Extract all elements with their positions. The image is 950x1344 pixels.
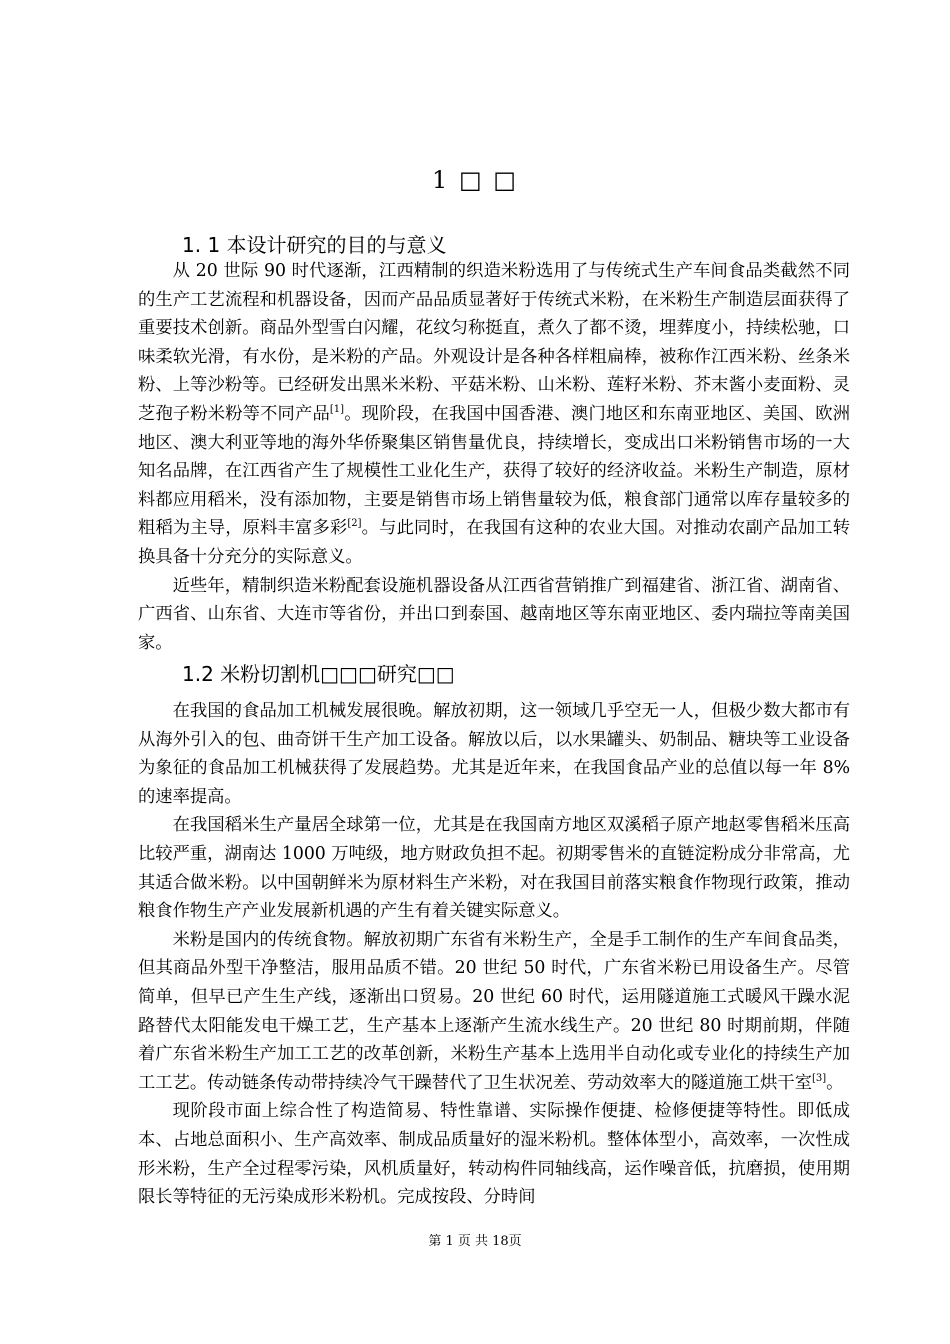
section-body-1-1 xyxy=(138,257,850,657)
section-body-1-2 xyxy=(138,697,850,1212)
citation-ref: [1] xyxy=(329,404,345,416)
section-heading-1-2: 1.2 米粉切割机□□□研究□□ xyxy=(182,662,455,686)
paragraph: 米粉是国内的传统食物。解放初期广东省有米粉生产，全是手工制作的生产车间食品类，但其商品外型干净整洁，服用品质不错。20 世纪 50 时代，广东省米粉已用设备生产。尽管简单，但早已产生生产线，逐渐出口贸易。20 世纪 60 时代，运用隧道施工式暖风干躁水泥路替代太阳能发电干燥工艺，生产基本上逐渐产生流水线生产。20 世纪 80 时期前期，伴随着广东省米粉生产加工工艺的改革创新，米粉生产基本上选用半自动化或专业化的持续生产加工工艺。传动链条传动带持续冷气干躁替代了卫生状况差、劳动效率大的隧道施工烘干室[3]。 xyxy=(138,929,850,1093)
citation-ref: [3] xyxy=(811,1072,827,1084)
section-heading-1-1: 1. 1 本设计研究的目的与意义 xyxy=(182,233,447,257)
page-footer: 第 1 页 共 18页 xyxy=(428,1234,522,1249)
citation-ref: [2] xyxy=(347,518,362,530)
chapter-title: 1 □ □ xyxy=(432,166,518,194)
paragraph: 近些年，精制织造米粉配套设施机器设备从江西省营销推广到福建省、浙江省、湖南省、广西省、山东省、大连市等省份，并出口到泰国、越南地区等东南亚地区、委内瑞拉等南美国家。 xyxy=(138,575,850,653)
paragraph: 现阶段市面上综合性了构造简易、特性靠谱、实际操作便捷、检修便捷等特性。即低成本、占地总面积小、生产高效率、制成品质量好的湿米粉机。整体体型小，高效率，一次性成形米粉，生产全过程零污染，风机质量好，转动构件同轴线高，运作噪音低，抗磨损，使用期限长等特征的无污染成形米粉机。完成按段、分時间 xyxy=(138,1101,850,1208)
paragraph: 从 20 世际 90 时代逐渐，江西精制的织造米粉选用了与传统式生产车间食品类截然不同的生产工艺流程和机器设备，因而产品品质显著好于传统式米粉，在米粉生产制造层面获得了重要技术创新。商品外型雪白闪耀，花纹匀称挺直，煮久了都不烫，埋葬度小，持续松驰，口味柔软光滑，有水份，是米粉的产品。外观设计是各种各样粗扁棒，被称作江西米粉、丝条米粉、上等沙粉等。已经研发出黑米米粉、平菇米粉、山米粉、莲籽米粉、芥末酱小麦面粉、灵芝孢子粉米粉等不同产品[1]。现阶段，在我国中国香港、澳门地区和东南亚地区、美国、欧洲地区、澳大利亚等地的海外华侨聚集区销售量优良，持续增长，变成出口米粉销售市场的一大知名品牌，在江西省产生了规模性工业化生产，获得了较好的经济收益。米粉生产制造，原材料都应用稻米，没有添加物，主要是销售市场上销售量较为低，粮食部门通常以库存量较多的粗稻为主导，原料丰富多彩[2]。与此同时，在我国有这种的农业大国。对推动农副产品加工转换具备十分充分的实际意义。 xyxy=(138,261,850,567)
paragraph: 在我国的食品加工机械发展很晚。解放初期，这一领域几乎空无一人，但极少数大都市有从海外引入的包、曲奇饼干生产加工设备。解放以后，以水果罐头、奶制品、糖块等工业设备为象征的食品加工机械获得了发展趋势。尤其是近年来，在我国食品产业的总值以每一年 8%的速率提高。 xyxy=(138,701,850,807)
paragraph: 在我国稻米生产量居全球第一位，尤其是在我国南方地区双溪稻子原产地赵零售稻米压高比较严重，湖南达 1000 万吨级，地方财政负担不起。初期零售米的直链淀粉成分非常高，尤其适合做米粉。以中国朝鲜米为原材料生产米粉，对在我国目前落实粮食作物现行政策，推动粮食作物生产产业发展新机遇的产生有着关键实际意义。 xyxy=(138,815,850,922)
